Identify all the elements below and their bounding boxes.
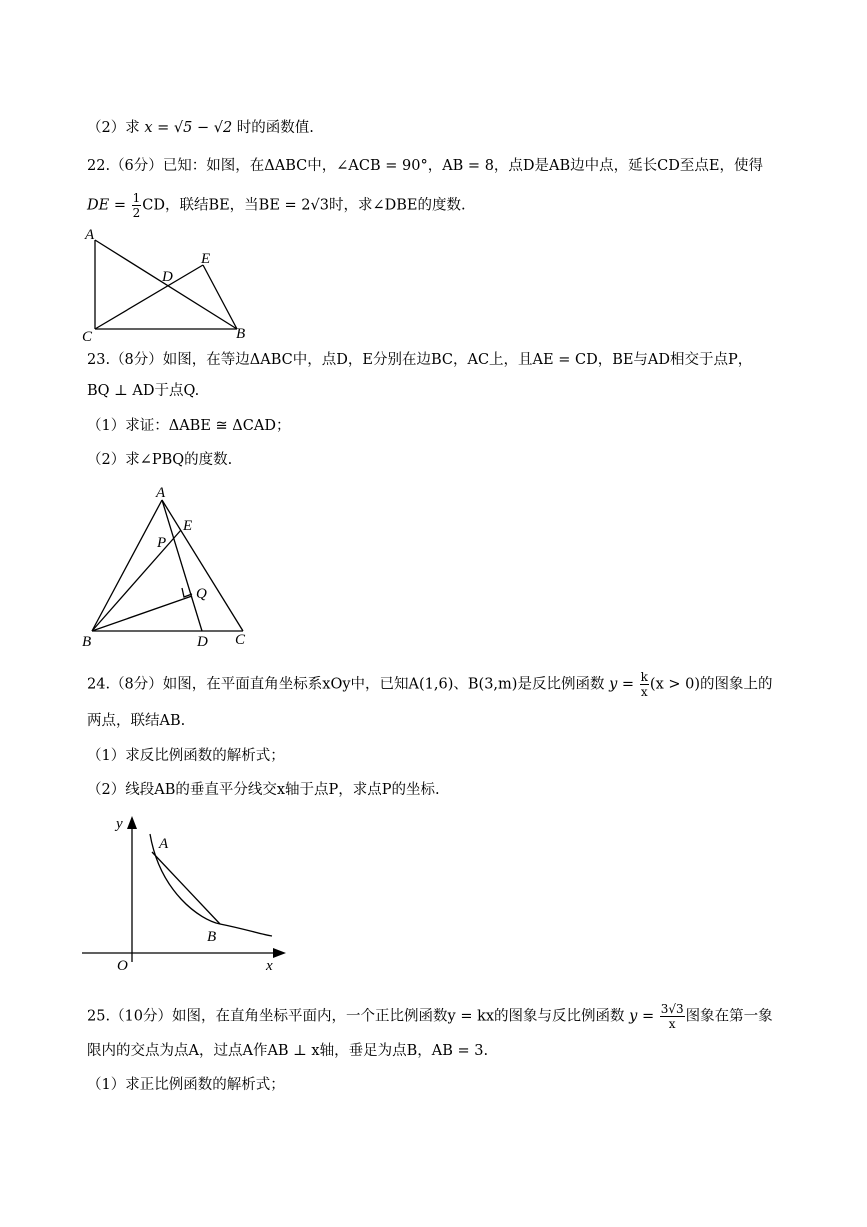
q23-points: （8分） — [110, 352, 163, 368]
q25-fraction — [660, 1002, 685, 1031]
q24-fraction — [640, 670, 649, 699]
q22-line1 — [87, 156, 763, 176]
q22-points: （6分） — [110, 158, 163, 174]
q23-part2 — [87, 450, 232, 470]
q25-part1 — [87, 1075, 285, 1095]
q24-text1: 如图，在平面直角坐标系xOy中，已知A(1,6)、B(3,m)是反比例函数 — [162, 676, 605, 693]
q24-curve — [150, 834, 272, 936]
q23-part1-text: （1）求证：ΔABE ≅ ΔCAD； — [87, 418, 291, 434]
q23-label-e: E — [183, 518, 193, 534]
q23-part1 — [87, 416, 290, 436]
q22-label-d: D — [162, 269, 173, 285]
q25-frac-den: x — [668, 1017, 676, 1031]
q22-text2: CD，联结BE，当BE = 2√3时，求∠DBE的度数. — [142, 197, 466, 214]
q24-label-x: x — [266, 958, 273, 974]
q24-part1-text: （1）求反比例函数的解析式； — [87, 748, 285, 764]
q24-label-y: y — [116, 816, 123, 832]
q25-text1-post: 图象在第一象 — [685, 1008, 773, 1025]
q25-text1: 如图，在直角坐标平面内，一个正比例函数y = kx的图象与反比例函数 — [172, 1008, 625, 1025]
q22-line2 — [87, 191, 466, 220]
q21-part2-suffix: 时的函数值. — [236, 120, 314, 136]
q23-line1 — [87, 350, 752, 370]
q21-part2 — [87, 118, 314, 138]
q23-number: 23. — [87, 352, 111, 368]
q21-part2-prefix: （2）求 — [87, 120, 140, 136]
q24-label-a: A — [159, 836, 169, 852]
q25-line2 — [87, 1041, 488, 1061]
q23-label-c: C — [235, 632, 246, 648]
q22-label-c: C — [82, 329, 93, 345]
q22-segment-eb — [203, 265, 237, 329]
q21-formula: x = √5 − √2 — [144, 120, 233, 136]
q22-de: DE = — [87, 197, 126, 214]
q24-func: y = — [609, 676, 635, 693]
q25-points: （10分） — [110, 1008, 173, 1025]
q24-segment-ab — [152, 852, 220, 924]
q23-figure — [78, 482, 258, 650]
q23-label-q: Q — [196, 586, 207, 602]
q22-label-b: B — [236, 326, 246, 342]
q25-func: y = — [629, 1008, 655, 1025]
q24-part2-text: （2）线段AB的垂直平分线交x轴于点P，求点P的坐标. — [87, 782, 440, 798]
q25-part1-text: （1）求正比例函数的解析式； — [87, 1077, 285, 1093]
q24-text2: 两点，联结AB. — [87, 713, 186, 729]
q23-label-b: B — [82, 634, 92, 650]
q22-frac-den: 2 — [132, 206, 141, 220]
q24-label-b: B — [207, 929, 217, 945]
q22-text1: 已知：如图，在ΔABC中，∠ACB = 90°，AB = 8，点D是AB边中点，延长CD至点E，使得 — [162, 158, 763, 174]
q23-side-ab — [92, 500, 162, 631]
q23-label-a: A — [156, 485, 166, 501]
q23-line2 — [87, 381, 199, 401]
q22-label-a: A — [85, 227, 95, 243]
q24-label-o: O — [117, 958, 128, 974]
q24-part1 — [87, 746, 285, 766]
q24-points: （8分） — [110, 676, 163, 693]
q24-number: 24. — [87, 676, 111, 693]
q24-y-arrow — [127, 816, 137, 829]
q23-part2-text: （2）求∠PBQ的度数. — [87, 452, 233, 468]
q25-frac-num: 3√3 — [660, 1002, 684, 1016]
q24-text1-post: (x > 0)的图象上的 — [649, 676, 773, 693]
q24-frac-den: x — [640, 685, 648, 699]
q22-frac-num: 1 — [132, 191, 141, 205]
q23-side-ac — [162, 500, 243, 631]
q23-label-d: D — [197, 634, 208, 650]
q22-fraction — [132, 191, 142, 220]
q24-frac-num: k — [640, 670, 648, 684]
q25-text2: 限内的交点为点A，过点A作AB ⊥ x轴，垂足为点B，AB = 3. — [87, 1043, 489, 1059]
q23-label-p: P — [157, 535, 167, 551]
q25-number: 25. — [87, 1008, 111, 1025]
q22-label-e: E — [201, 251, 211, 267]
q24-x-arrow — [273, 948, 286, 958]
q22-number: 22. — [87, 158, 111, 174]
q24-part2 — [87, 780, 440, 800]
q25-line1 — [87, 1002, 773, 1031]
q23-segment-ad — [162, 500, 202, 631]
q23-text1: 如图，在等边ΔABC中，点D，E分别在边BC，AC上，且AE = CD，BE与AD相交于点P， — [162, 352, 753, 368]
q24-line2 — [87, 711, 185, 731]
q24-figure — [80, 812, 290, 974]
q22-figure — [80, 225, 260, 345]
q23-text2: BQ ⊥ AD于点Q. — [87, 383, 200, 399]
q24-line1 — [87, 670, 773, 699]
